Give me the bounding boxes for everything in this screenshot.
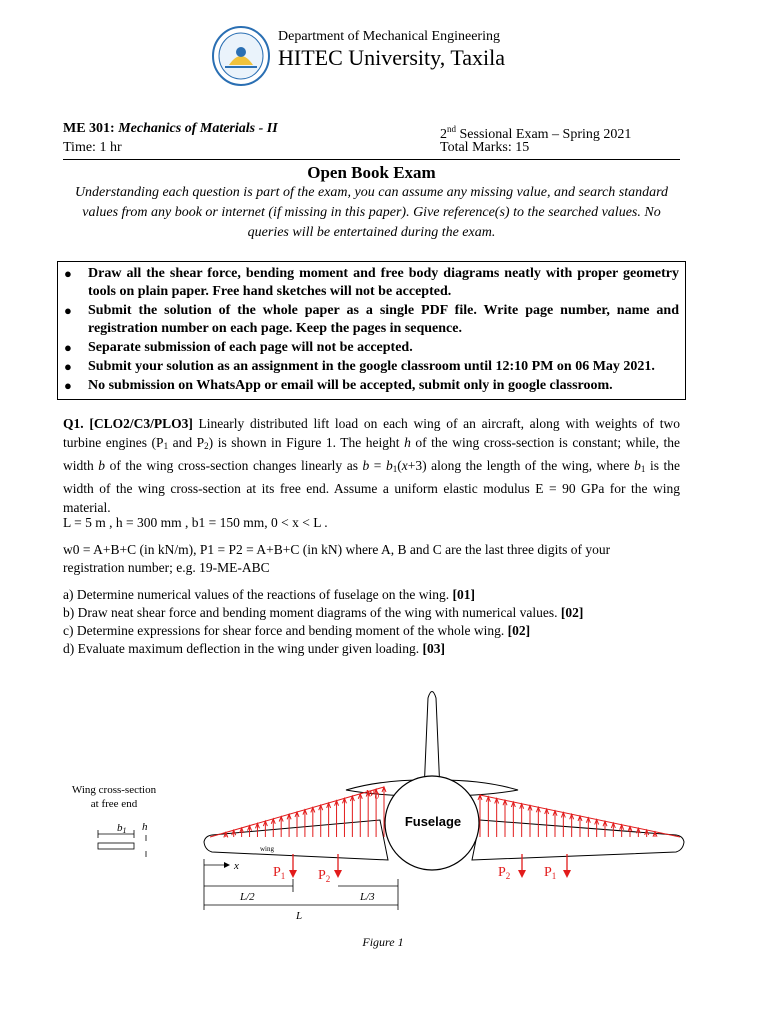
figure-1-diagram bbox=[0, 680, 768, 980]
w0-label: $w_0$ bbox=[366, 784, 380, 801]
l-half-label: L/2 bbox=[240, 891, 255, 903]
course-title bbox=[63, 120, 278, 138]
wing-label: wing bbox=[260, 845, 274, 853]
l-third-label: L/3 bbox=[360, 891, 375, 903]
p1-right-label: $P_1$ bbox=[544, 865, 557, 881]
university-logo bbox=[211, 25, 271, 87]
load-definition: w0 = A+B+C (in kN/m), P1 = P2 = A+B+C (in kN) where A, B and C are the last three digits of your registration number; e.g. 19-ME-ABC bbox=[63, 542, 611, 575]
question-part-a: a) Determine numerical values of the reactions of fuselage on the wing. [01] bbox=[63, 587, 475, 602]
question-part-c: c) Determine expressions for shear force and bending moment of the whole wing. [02] bbox=[63, 623, 531, 638]
instructions-box bbox=[57, 261, 686, 400]
instruction-item: ● Separate submission of each page will not be accepted. bbox=[64, 340, 413, 355]
p2-left-label: $P_2$ bbox=[318, 868, 331, 884]
l-label: L bbox=[296, 910, 303, 922]
x-label: x bbox=[234, 860, 239, 872]
total-marks: Total Marks: 15 bbox=[440, 140, 530, 155]
instruction-item: ● No submission on WhatsApp or email will be accepted, submit only in google classroom. bbox=[64, 378, 613, 393]
fuselage-label: Fuselage bbox=[404, 814, 462, 829]
p2-right-label: $P_2$ bbox=[498, 865, 511, 881]
right-wing bbox=[472, 820, 684, 860]
cross-section-rect bbox=[98, 843, 134, 849]
question-part-b: b) Draw neat shear force and bending moment diagrams of the wing with numerical values. [02] bbox=[63, 605, 584, 620]
department-name: Department of Mechanical Engineering bbox=[278, 29, 500, 44]
cross-section-label-2: at free end bbox=[90, 798, 138, 810]
exam-name: 2nd Sessional Exam – Spring 2021 bbox=[440, 124, 632, 142]
exam-time: Time: 1 hr bbox=[63, 140, 122, 155]
exam-intro: Understanding each question is part of the exam, you can assume any missing value, and search standard values from any book or internet (if missing in this paper). Give reference(s) to the searched values. No queries will be entertained during the exam. bbox=[74, 185, 669, 240]
instructions-list bbox=[60, 265, 679, 395]
b1-label: b1 bbox=[117, 822, 127, 835]
university-name: HITEC University, Taxila bbox=[278, 45, 505, 70]
question-text: Q1. [CLO2/C3/PLO3] Linearly distributed lift load on each wing of an aircraft, along with weights of two turbine engines ($P_1$ and $P_2$) is shown in Figure 1. The height h of the wing cross-section is constant; while, the width b of the wing cross-section changes linearly as $b = b_1(x+3)$ along the length of the wing, where $b_1$ is the width of the wing cross-section at its free end. Assume a uniform elastic modulus E = 90 GPa for the wing material. bbox=[63, 416, 681, 515]
given-values: L = 5 m , h = 300 mm , b1 = 150 mm, 0 < x < L . bbox=[63, 515, 328, 530]
instruction-item: ● Submit the solution of the whole paper as a single PDF file. Write page number, name and registration number on each page. Keep the pages in sequence. bbox=[64, 303, 679, 336]
instruction-item: ● Draw all the shear force, bending moment and free body diagrams neatly with proper geometry tools on plain paper. Free hand sketches will not be accepted. bbox=[64, 266, 679, 299]
h-label: h bbox=[142, 821, 148, 833]
cross-section-label: Wing cross-section bbox=[71, 784, 157, 796]
exam-title: Open Book Exam bbox=[307, 163, 436, 182]
p1-left-label: $P_1$ bbox=[273, 865, 286, 881]
instruction-item: ● Submit your solution as an assignment in the google classroom until 12:10 PM on 06 May 2021. bbox=[64, 359, 655, 374]
header-divider bbox=[63, 159, 680, 160]
figure-caption: Figure 1 bbox=[362, 935, 404, 949]
question-part-d: d) Evaluate maximum deflection in the wing under given loading. [03] bbox=[63, 641, 446, 656]
course-name: Mechanics of Materials - II bbox=[118, 121, 278, 136]
course-code: ME 301: bbox=[63, 121, 115, 136]
question-label: Q1. [CLO2/C3/PLO3] bbox=[63, 416, 193, 431]
